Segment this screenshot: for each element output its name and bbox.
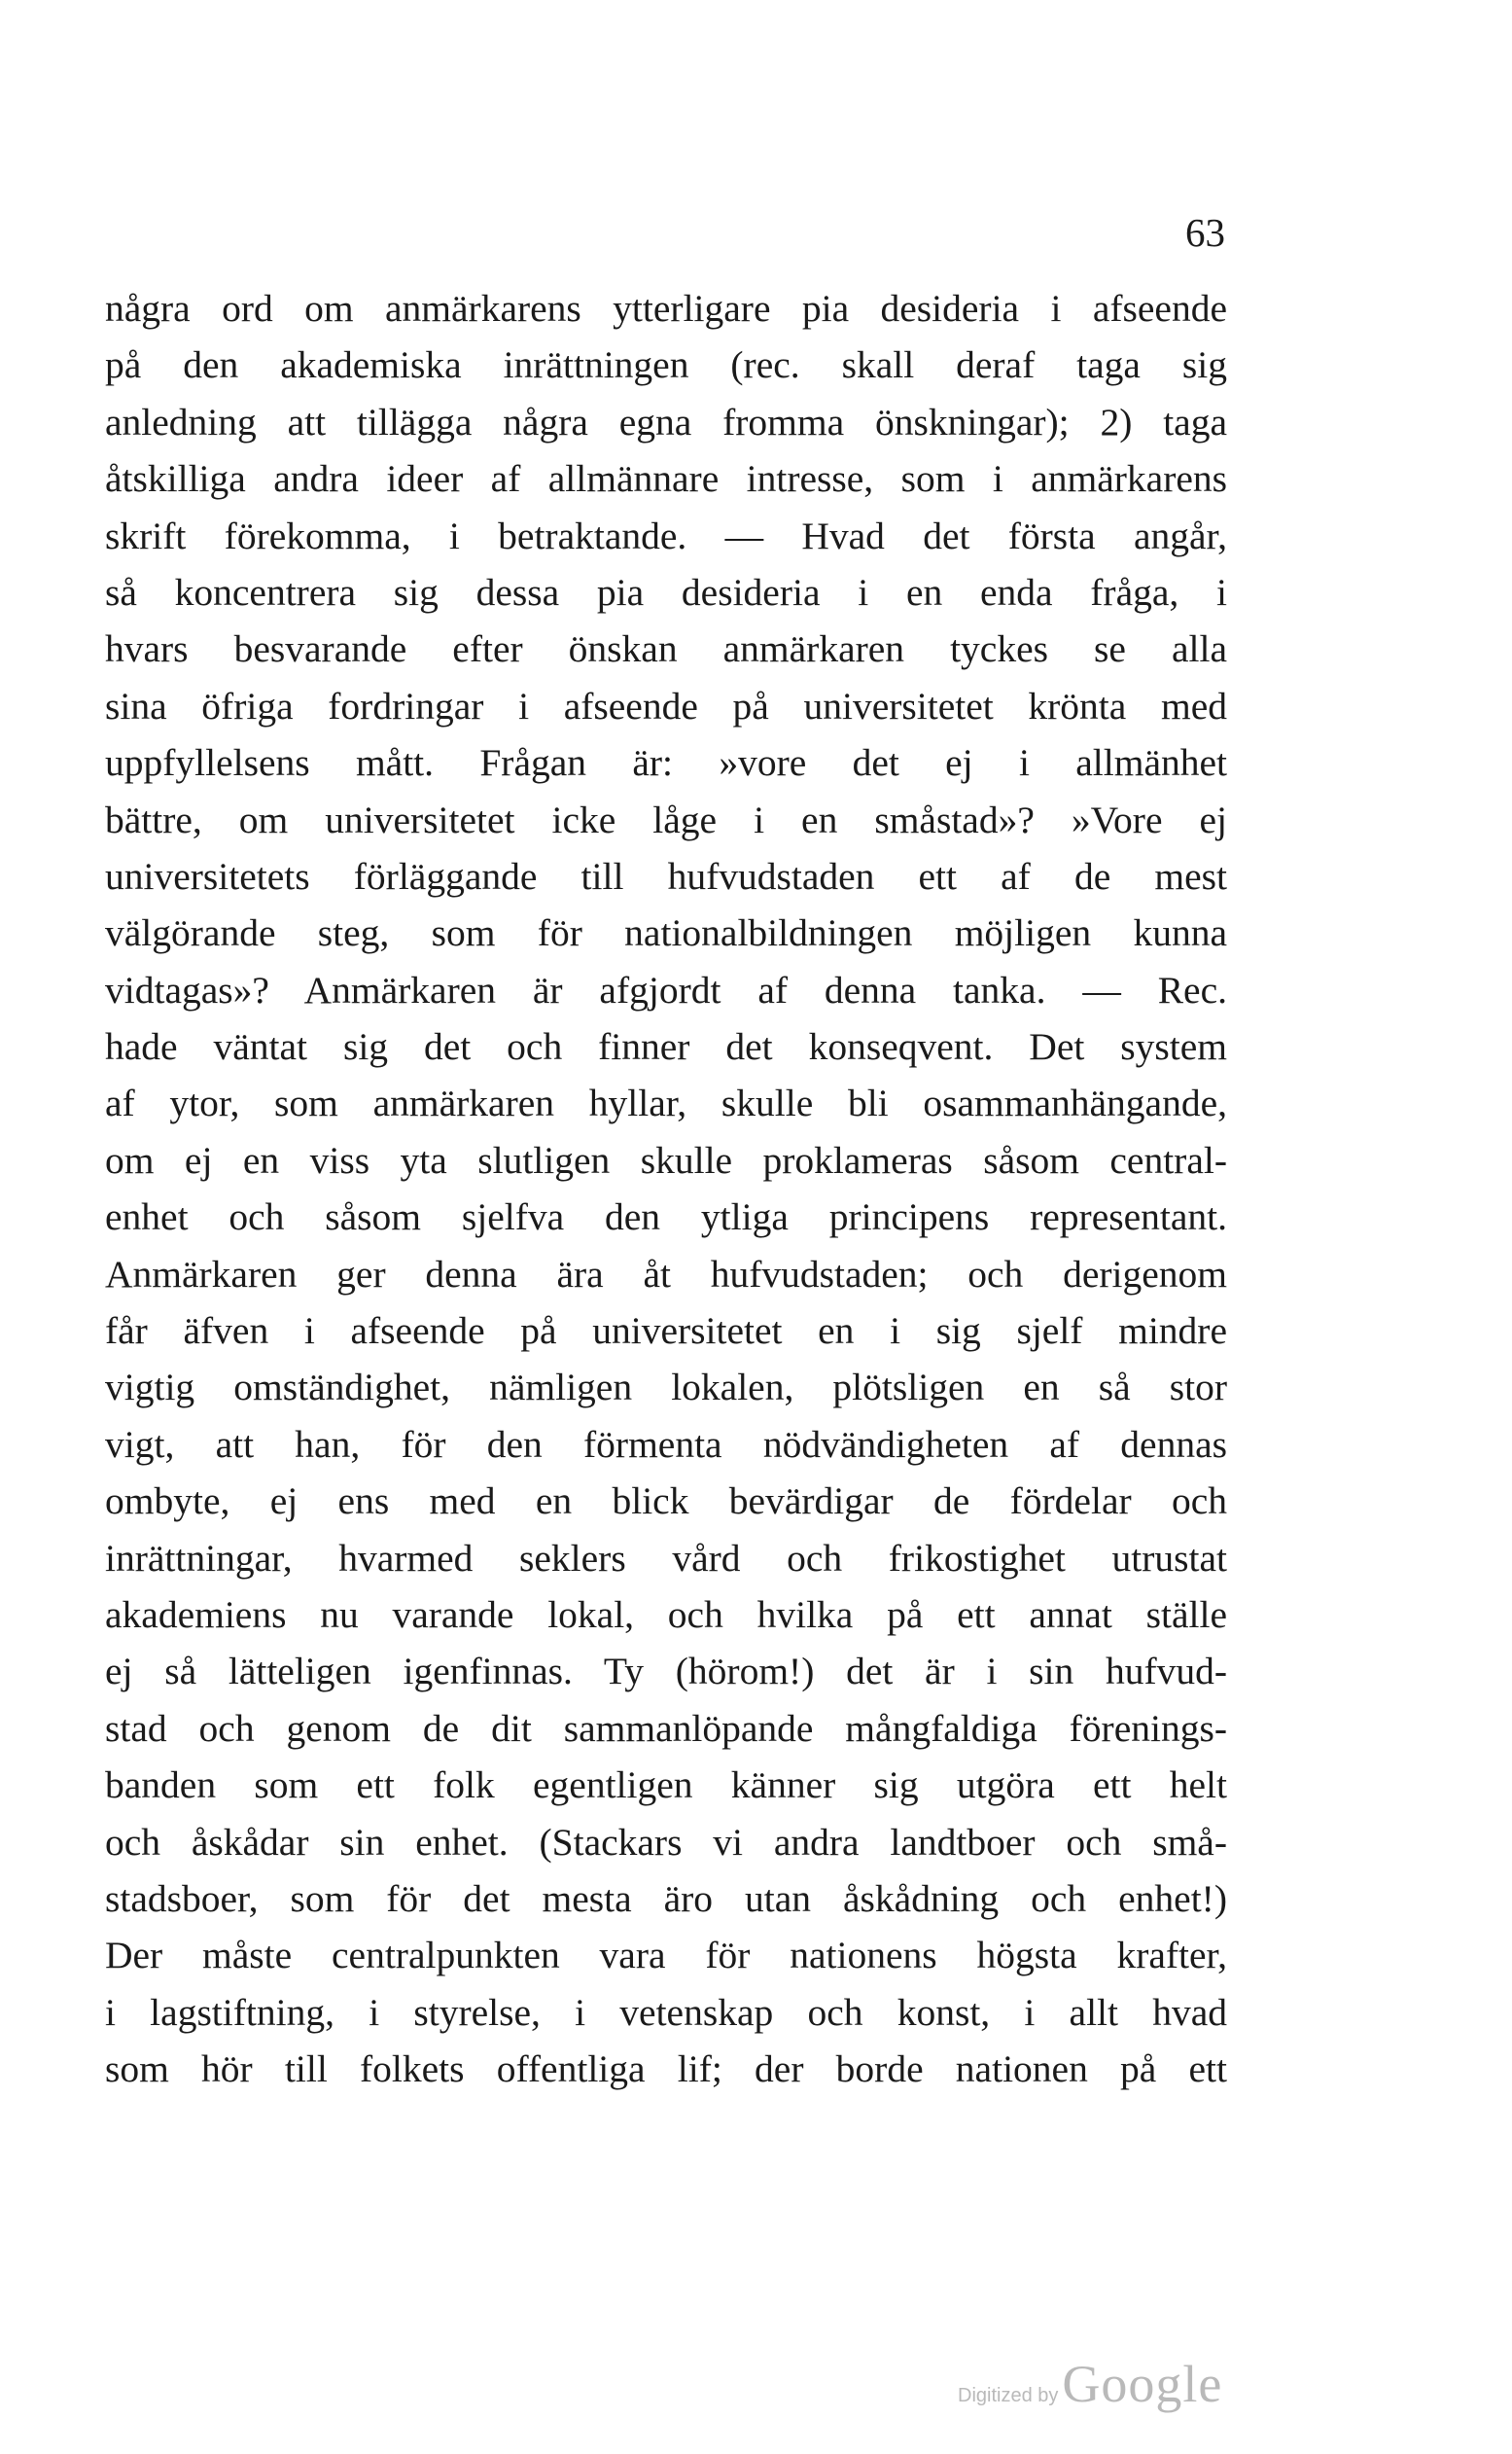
text-line: bättre, om universitetet icke låge i en småstad»? »Vore ej: [105, 798, 1227, 841]
text-line: vigtig omständighet, nämligen lokalen, plötsligen en så stor: [105, 1366, 1227, 1409]
text-line: hvars besvarande efter önskan anmärkaren tyckes se alla: [105, 627, 1227, 671]
text-line: åtskilliga andra ideer af allmännare intresse, som i anmärkarens: [105, 457, 1227, 501]
text-line: och åskådar sin enhet. (Stackars vi andra landtboer och små-: [105, 1820, 1227, 1864]
text-line: vigt, att han, för den förmenta nödvändigheten af dennas: [105, 1422, 1227, 1466]
text-line: skrift förekomma, i betraktande. — Hvad det första angår,: [105, 514, 1227, 557]
text-line: om ej en viss yta slutligen skulle proklameras såsom central-: [105, 1138, 1227, 1182]
text-line: välgörande steg, som för nationalbildningen möjligen kunna: [105, 911, 1227, 955]
text-line: stad och genom de dit sammanlöpande mångfaldiga förenings-: [105, 1706, 1227, 1750]
text-line: sina öfriga fordringar i afseende på universitetet krönta med: [105, 684, 1227, 728]
text-line: banden som ett folk egentligen känner sig utgöra ett helt: [105, 1763, 1227, 1807]
text-line: af ytor, som anmärkaren hyllar, skulle bli osammanhängande,: [105, 1082, 1227, 1125]
text-line: ombyte, ej ens med en blick bevärdigar de fördelar och: [105, 1479, 1227, 1523]
text-line: så koncentrera sig dessa pia desideria i en enda fråga, i: [105, 570, 1227, 614]
text-line: får äfven i afseende på universitetet en i sig sjelf mindre: [105, 1309, 1227, 1353]
page-number: 63: [1185, 210, 1225, 255]
text-line: Der måste centralpunkten vara för nationens högsta krafter,: [105, 1934, 1227, 1977]
text-line: på den akademiska inrättningen (rec. skall deraf taga sig: [105, 343, 1227, 387]
text-line: hade väntat sig det och finner det konseqvent. Det system: [105, 1025, 1227, 1069]
text-line: uppfyllelsens mått. Frågan är: »vore det ej i allmänhet: [105, 741, 1227, 785]
watermark-prefix: Digitized by: [958, 2385, 1059, 2406]
text-line: i lagstiftning, i styrelse, i vetenskap och konst, i allt hvad: [105, 1990, 1227, 2034]
text-line: anledning att tillägga några egna fromma önskningar); 2) taga: [105, 400, 1227, 444]
text-line: ej så lätteligen igenfinnas. Ty (hörom!) det är i sin hufvud-: [105, 1650, 1227, 1693]
text-line: Anmärkaren ger denna ära åt hufvudstaden; och derigenom: [105, 1252, 1227, 1296]
text-line: enhet och såsom sjelfva den ytliga principens representant.: [105, 1195, 1227, 1239]
text-line: stadsboer, som för det mesta äro utan åskådning och enhet!): [105, 1876, 1227, 1920]
digitized-by-google-watermark: [958, 2354, 1222, 2414]
body-text: [105, 280, 1227, 2098]
text-line: några ord om anmärkarens ytterligare pia desideria i afseende: [105, 287, 1227, 330]
text-line: universitetets förläggande till hufvudstaden ett af de mest: [105, 854, 1227, 898]
text-line: inrättningar, hvarmed seklers vård och frikostighet utrustat: [105, 1536, 1227, 1580]
google-logo: Google: [1062, 2355, 1223, 2413]
text-line: vidtagas»? Anmärkaren är afgjordt af denna tanka. — Rec.: [105, 968, 1227, 1012]
text-line: akademiens nu varande lokal, och hvilka på ett annat ställe: [105, 1592, 1227, 1636]
text-line: som hör till folkets offentliga lif; der borde nationen på ett: [105, 2047, 1227, 2091]
